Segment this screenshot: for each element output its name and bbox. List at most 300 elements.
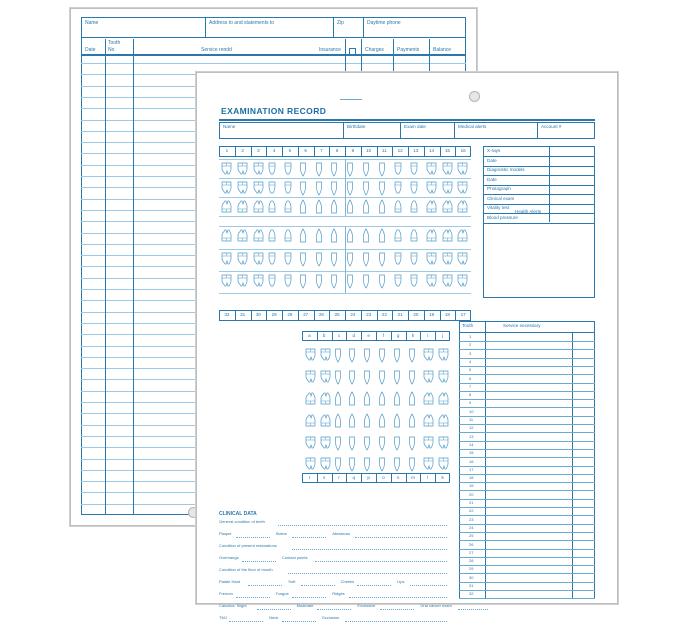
clinical-fill-line-5-1[interactable] [301, 585, 335, 586]
service-row-tooth-31: 31 [469, 583, 474, 588]
primary-upper-lingual-tooth-10 [437, 391, 450, 406]
service-row-rule [459, 432, 595, 433]
lower-occlusal-tooth-5 [283, 251, 293, 266]
clinical-fill-line-3-0[interactable] [242, 561, 276, 562]
clinical-label-5-1: Soft [288, 579, 296, 584]
lower-occlusal-tooth-8 [330, 251, 338, 267]
primary-upper-facial-tooth-6 [378, 347, 386, 363]
checklist-item-4[interactable]: Photograph [487, 186, 511, 191]
tooth-number-divider [408, 310, 409, 321]
service-row-rule [459, 441, 595, 442]
service-row-rule [459, 358, 595, 359]
service-row-tooth-32: 32 [469, 591, 474, 597]
upper-tooth-12: 12 [397, 148, 403, 153]
lower-facial-tooth-2 [236, 273, 249, 288]
primary-lower-lingual-tooth-5 [363, 413, 371, 429]
service-row-tooth-16: 16 [469, 458, 474, 464]
upper-facial-tooth-16 [456, 161, 469, 176]
primary-lower-facial-tooth-3 [334, 456, 342, 472]
checklist-item-5[interactable]: Clinical exam [487, 195, 515, 201]
checklist-value-divider [549, 146, 550, 222]
ledger-field-address-label: Address to and statements to [209, 20, 275, 26]
upper-occlusal-tooth-9 [346, 180, 354, 196]
clinical-label-1-2: Abrasions [332, 531, 350, 536]
clinical-fill-line-5-0[interactable] [248, 585, 282, 586]
clinical-label-3-0: Overhangs [219, 555, 239, 560]
clinical-label-7-0: Calculus: Slight [219, 603, 247, 608]
clinical-fill-line-8-2[interactable] [345, 621, 447, 622]
ledger-col-charges-label: Charges [365, 47, 384, 53]
primary-lower-facial-tooth-6 [378, 456, 386, 472]
midline-lower [345, 226, 346, 293]
upper-tooth-9: 9 [351, 148, 355, 153]
lower-facial-tooth-11 [378, 273, 386, 289]
primary-upper-facial-tooth-8 [408, 347, 416, 363]
ledger-col-balance-label: Balance [433, 47, 452, 53]
primary-letter-divider [376, 473, 377, 483]
primary-letter-divider [332, 473, 333, 483]
primary-upper-occlusal-tooth-10 [437, 369, 450, 384]
service-row-tooth-5: 5 [469, 367, 472, 373]
primary-lower-occlusal-tooth-2 [319, 435, 332, 450]
tooth-number-divider [345, 146, 346, 157]
primary-letter-divider [391, 473, 392, 483]
upper-occlusal-tooth-8 [330, 180, 338, 196]
service-row-rule [459, 598, 595, 599]
service-row-rule [459, 474, 595, 475]
tooth-number-divider [361, 146, 362, 157]
lower-facial-tooth-6 [299, 273, 307, 289]
service-row-rule [459, 524, 595, 525]
service-row-tooth-22: 22 [469, 508, 474, 514]
primary-lower-occlusal-tooth-4 [348, 435, 356, 451]
checklist-row-rule [483, 175, 595, 176]
tooth-number-divider [314, 310, 315, 321]
upper-facial-tooth-8 [330, 161, 338, 177]
primary-lower-lingual-tooth-1 [304, 413, 317, 428]
primary-lower-occlusal-tooth-7 [393, 435, 401, 451]
primary-upper-letter-h: h [411, 333, 415, 338]
service-row-tooth-13: 13 [469, 433, 474, 439]
clinical-label-0-0: General condition of teeth [219, 519, 265, 524]
primary-upper-lingual-tooth-2 [319, 391, 332, 406]
clinical-fill-line-6-0[interactable] [236, 597, 270, 598]
service-row-rule [459, 507, 595, 508]
lower-occlusal-tooth-11 [378, 251, 386, 267]
lower-occlusal-tooth-9 [346, 251, 354, 267]
primary-upper-letter-i: i [427, 333, 429, 338]
service-row-tooth-29: 29 [469, 566, 474, 572]
ledger-vrule-date [105, 39, 106, 515]
clinical-fill-line-8-0[interactable] [229, 621, 263, 622]
lower-facial-tooth-13 [409, 273, 419, 288]
clinical-label-5-0: Palate Hard [219, 579, 241, 584]
primary-upper-occlusal-tooth-5 [363, 369, 371, 385]
upper-occlusal-tooth-16 [456, 180, 469, 195]
lower-facial-tooth-5 [283, 273, 293, 288]
checklist-item-7[interactable]: Blood pressure [487, 214, 518, 220]
lower-tooth-19: 19 [429, 312, 435, 317]
ledger-header-divider-3 [363, 17, 364, 37]
service-row-rule [459, 416, 595, 417]
clinical-label-8-1: Neck [269, 615, 279, 620]
lower-tooth-26: 26 [318, 312, 324, 317]
clinical-fill-line-6-2[interactable] [349, 597, 447, 598]
primary-upper-occlusal-tooth-7 [393, 369, 401, 385]
upper-facial-tooth-9 [346, 161, 354, 177]
ledger-col-payments-label: Payments [397, 47, 420, 53]
service-row-rule [459, 573, 595, 574]
tooth-number-divider [282, 146, 283, 157]
upper-lingual-tooth-15 [441, 199, 454, 214]
ledger-col-tooth-label-1: Tooth [108, 40, 121, 46]
primary-lower-letter-p: p [367, 475, 370, 480]
lower-tooth-21: 21 [397, 312, 403, 317]
lower-tooth-22: 22 [381, 312, 387, 317]
primary-letter-divider [406, 331, 407, 341]
primary-lower-lingual-tooth-3 [334, 413, 342, 429]
exam-header-div-1 [343, 122, 344, 139]
service-row-rule [459, 457, 595, 458]
exam-header-div-4 [537, 122, 538, 139]
clinical-fill-line-4-0[interactable] [288, 573, 447, 574]
primary-upper-letter-j: j [442, 333, 444, 338]
upper-tooth-1: 1 [225, 148, 229, 153]
lower-lingual-tooth-12 [393, 228, 403, 243]
service-row-tooth-23: 23 [469, 516, 474, 522]
primary-lower-occlusal-tooth-1 [304, 435, 317, 450]
primary-upper-letter-d: d [352, 333, 356, 338]
primary-lower-facial-tooth-5 [363, 456, 371, 472]
primary-lower-occlusal-tooth-9 [422, 435, 435, 450]
exam-field-examdate-label: Exam date [404, 124, 426, 129]
upper-lingual-tooth-11 [378, 199, 386, 215]
upper-facial-tooth-5 [283, 161, 293, 176]
primary-letter-divider [391, 331, 392, 341]
clinical-fill-line-0-0[interactable] [278, 525, 447, 526]
lower-tooth-18: 18 [444, 312, 450, 317]
service-row-rule [459, 532, 595, 533]
exam-field-birthdate-label: Birthdate [347, 124, 366, 129]
checklist-item-1[interactable]: Date [487, 157, 497, 163]
service-row-tooth-4: 4 [469, 358, 472, 364]
service-row-tooth-30: 30 [469, 574, 474, 580]
primary-upper-lingual-tooth-9 [422, 391, 435, 406]
clinical-fill-line-1-0[interactable] [236, 537, 270, 538]
lower-lingual-tooth-14 [425, 228, 438, 243]
primary-lower-letter-k: k [441, 475, 444, 480]
service-row-tooth-17: 17 [469, 466, 474, 472]
clinical-fill-line-1-1[interactable] [292, 537, 326, 538]
primary-upper-lingual-tooth-4 [348, 391, 356, 407]
upper-tooth-7: 7 [320, 148, 323, 153]
upper-facial-tooth-3 [252, 161, 265, 176]
primary-upper-occlusal-tooth-2 [319, 369, 332, 384]
clinical-fill-line-3-1[interactable] [315, 561, 447, 562]
service-row-rule [459, 482, 595, 483]
upper-lingual-tooth-7 [315, 199, 323, 215]
primary-letter-divider [346, 331, 347, 341]
service-row-rule [459, 490, 595, 491]
upper-lingual-tooth-8 [330, 199, 338, 215]
clinical-fill-line-5-2[interactable] [357, 585, 391, 586]
upper-facial-tooth-4 [267, 161, 277, 176]
service-row-rule [459, 499, 595, 500]
tooth-number-divider [329, 146, 330, 157]
service-row-tooth-11: 11 [469, 417, 474, 422]
lower-facial-tooth-4 [267, 273, 277, 288]
ledger-header-hrule [81, 37, 466, 38]
primary-letter-divider [361, 331, 362, 341]
checklist-item-0[interactable]: X-rays [487, 148, 501, 153]
clinical-label-7-1: Moderate [296, 603, 314, 608]
upper-tooth-8: 8 [335, 148, 339, 153]
primary-letter-divider [332, 331, 333, 341]
upper-occlusal-tooth-15 [441, 180, 454, 195]
clinical-fill-line-1-2[interactable] [355, 537, 447, 538]
exam-punch-hole [469, 91, 480, 102]
clinical-fill-line-5-3[interactable] [410, 585, 447, 586]
primary-lower-letter-m: m [411, 475, 415, 480]
lower-lingual-tooth-13 [409, 228, 419, 243]
upper-lingual-tooth-4 [267, 199, 277, 214]
service-table-col-service: Service necessary [503, 323, 541, 328]
lower-lingual-tooth-15 [441, 228, 454, 243]
primary-letter-divider [435, 473, 436, 483]
lower-facial-tooth-15 [441, 273, 454, 288]
lower-occlusal-tooth-12 [393, 251, 403, 266]
primary-lower-facial-tooth-1 [304, 456, 317, 471]
service-row-tooth-25: 25 [469, 533, 474, 539]
examination-record-sheet [196, 72, 618, 620]
tooth-number-divider [424, 310, 425, 321]
clinical-fill-line-7-2[interactable] [380, 609, 414, 610]
primary-letter-divider [317, 473, 318, 483]
service-row-rule [459, 383, 595, 384]
upper-occlusal-tooth-2 [236, 180, 249, 195]
lower-lingual-tooth-8 [330, 228, 338, 244]
lower-facial-tooth-14 [425, 273, 438, 288]
ledger-header-divider-1 [205, 17, 206, 37]
upper-facial-tooth-2 [236, 161, 249, 176]
lower-lingual-tooth-3 [252, 228, 265, 243]
service-row-tooth-21: 21 [469, 500, 474, 505]
tooth-number-divider [440, 310, 441, 321]
upper-occlusal-tooth-13 [409, 180, 419, 195]
primary-lower-facial-tooth-7 [393, 456, 401, 472]
service-row-tooth-6: 6 [469, 375, 472, 381]
primary-upper-letter-b: b [322, 333, 326, 338]
clinical-label-1-1: Stains [275, 531, 287, 536]
service-row-rule [459, 399, 595, 400]
tooth-number-divider [329, 310, 330, 321]
checklist-item-3[interactable]: Date [487, 176, 497, 182]
upper-lingual-tooth-1 [220, 199, 233, 214]
checklist-row-rule [483, 156, 595, 157]
clinical-fill-line-7-1[interactable] [317, 609, 351, 610]
primary-upper-facial-tooth-4 [348, 347, 356, 363]
checklist-item-2[interactable]: Diagnostic models [487, 167, 525, 172]
lower-occlusal-tooth-7 [315, 251, 323, 267]
upper-occlusal-tooth-14 [425, 180, 438, 195]
primary-upper-lingual-tooth-7 [393, 391, 401, 407]
clinical-fill-line-2-0[interactable] [292, 549, 447, 550]
lower-lingual-tooth-9 [346, 228, 354, 244]
lower-facial-tooth-9 [346, 273, 354, 289]
primary-lower-facial-tooth-2 [319, 456, 332, 471]
tooth-number-divider [377, 310, 378, 321]
lower-facial-tooth-10 [362, 273, 370, 289]
ledger-row [81, 63, 466, 64]
primary-upper-letter-f: f [382, 333, 385, 338]
clinical-label-8-0: TMJ [219, 615, 227, 620]
primary-lower-lingual-tooth-4 [348, 413, 356, 429]
upper-lingual-tooth-9 [346, 199, 354, 215]
lower-tooth-28: 28 [287, 312, 293, 317]
service-row-tooth-26: 26 [469, 541, 474, 547]
service-row-tooth-7: 7 [469, 383, 472, 389]
service-row-rule [459, 582, 595, 583]
upper-occlusal-tooth-4 [267, 180, 277, 195]
primary-lower-facial-tooth-9 [422, 456, 435, 471]
primary-letter-divider [435, 331, 436, 341]
lower-facial-tooth-3 [252, 273, 265, 288]
primary-lower-letter-n: n [396, 475, 400, 480]
upper-facial-tooth-15 [441, 161, 454, 176]
upper-lingual-tooth-6 [299, 199, 307, 215]
service-row-tooth-9: 9 [469, 400, 472, 406]
tooth-number-divider [455, 310, 456, 321]
lower-lingual-tooth-16 [456, 228, 469, 243]
exam-fold-mark [340, 99, 362, 100]
tooth-number-divider [345, 310, 346, 321]
service-row-rule [459, 366, 595, 367]
exam-field-name-label: Name [223, 124, 236, 129]
service-row-rule [459, 424, 595, 425]
upper-tooth-5: 5 [288, 148, 292, 153]
lower-occlusal-tooth-3 [252, 251, 265, 266]
lower-lingual-tooth-4 [267, 228, 277, 243]
tooth-number-divider [408, 146, 409, 157]
tooth-number-divider [392, 310, 393, 321]
tooth-number-divider [251, 310, 252, 321]
upper-lingual-tooth-10 [362, 199, 370, 215]
primary-letter-divider [376, 331, 377, 341]
primary-lower-lingual-tooth-7 [393, 413, 401, 429]
lower-tooth-23: 23 [366, 312, 372, 317]
lower-tooth-24: 24 [350, 312, 356, 317]
clinical-fill-line-8-1[interactable] [282, 621, 316, 622]
service-row-tooth-1: 1 [469, 334, 472, 339]
primary-upper-occlusal-tooth-9 [422, 369, 435, 384]
exam-header-div-2 [400, 122, 401, 139]
tooth-number-divider [424, 146, 425, 157]
upper-tooth-13: 13 [413, 148, 419, 153]
primary-lower-letter-l: l [427, 475, 429, 480]
service-row-tooth-2: 2 [469, 342, 472, 348]
ledger-insurance-checkbox[interactable] [349, 48, 356, 55]
primary-letter-divider [346, 473, 347, 483]
service-table-header-rule [459, 332, 595, 333]
tooth-number-divider [455, 146, 456, 157]
upper-occlusal-tooth-10 [362, 180, 370, 196]
service-row-rule [459, 540, 595, 541]
tooth-number-divider [392, 146, 393, 157]
primary-lower-occlusal-tooth-6 [378, 435, 386, 451]
exam-field-medalerts-label: Medical alerts [458, 124, 487, 129]
primary-upper-letter-c: c [337, 333, 341, 338]
primary-upper-occlusal-tooth-1 [304, 369, 317, 384]
primary-lower-letter-o: o [382, 475, 385, 480]
primary-lower-facial-tooth-8 [408, 456, 416, 472]
primary-upper-letter-e: e [367, 333, 370, 338]
service-row-tooth-18: 18 [469, 475, 474, 481]
upper-facial-tooth-11 [378, 161, 386, 177]
lower-lingual-tooth-2 [236, 228, 249, 243]
lower-tooth-27: 27 [303, 312, 309, 317]
clinical-label-5-2: Cheeks [340, 579, 355, 584]
service-row-tooth-8: 8 [469, 392, 472, 398]
upper-occlusal-tooth-7 [315, 180, 323, 196]
service-row-rule [459, 374, 595, 375]
primary-upper-letter-g: g [396, 333, 400, 338]
service-row-rule [459, 391, 595, 392]
primary-lower-lingual-tooth-9 [422, 413, 435, 428]
upper-tooth-6: 6 [304, 148, 307, 153]
checklist-item-6[interactable]: Vitality test [487, 205, 510, 210]
odontogram-guide-rule [219, 293, 471, 294]
clinical-label-8-2: Occlusion [321, 615, 340, 620]
primary-lower-letter-s: s [323, 475, 326, 480]
clinical-fill-line-6-1[interactable] [292, 597, 326, 598]
clinical-fill-line-7-3[interactable] [458, 609, 488, 610]
lower-occlusal-tooth-1 [220, 251, 233, 266]
service-row-rule [459, 549, 595, 550]
tooth-number-divider [266, 146, 267, 157]
exam-content [197, 73, 617, 620]
lower-lingual-tooth-5 [283, 228, 293, 243]
lower-facial-tooth-8 [330, 273, 338, 289]
upper-tooth-3: 3 [257, 148, 260, 153]
clinical-label-3-1: Contact points [281, 555, 308, 560]
lower-tooth-30: 30 [255, 312, 261, 317]
upper-lingual-tooth-5 [283, 199, 293, 214]
clinical-fill-line-7-0[interactable] [257, 609, 291, 610]
lower-facial-tooth-1 [220, 273, 233, 288]
primary-upper-lingual-tooth-8 [408, 391, 416, 407]
upper-facial-tooth-1 [220, 161, 233, 176]
upper-lingual-tooth-13 [409, 199, 419, 214]
upper-facial-tooth-7 [315, 161, 323, 177]
checklist-row-rule [483, 223, 595, 224]
upper-lingual-tooth-12 [393, 199, 403, 214]
ledger-col-insurance-label: Insurance [319, 47, 341, 53]
primary-upper-facial-tooth-10 [437, 347, 450, 362]
primary-lower-lingual-tooth-8 [408, 413, 416, 429]
primary-upper-lingual-tooth-3 [334, 391, 342, 407]
tooth-number-divider [282, 310, 283, 321]
tooth-number-divider [361, 310, 362, 321]
service-row-rule [459, 349, 595, 350]
primary-lower-occlusal-tooth-10 [437, 435, 450, 450]
upper-lingual-tooth-14 [425, 199, 438, 214]
lower-lingual-tooth-1 [220, 228, 233, 243]
lower-occlusal-tooth-6 [299, 251, 307, 267]
clinical-data-heading: CLINICAL DATA [219, 511, 257, 517]
upper-tooth-14: 14 [429, 148, 435, 153]
tooth-number-divider [314, 146, 315, 157]
tooth-number-divider [440, 146, 441, 157]
